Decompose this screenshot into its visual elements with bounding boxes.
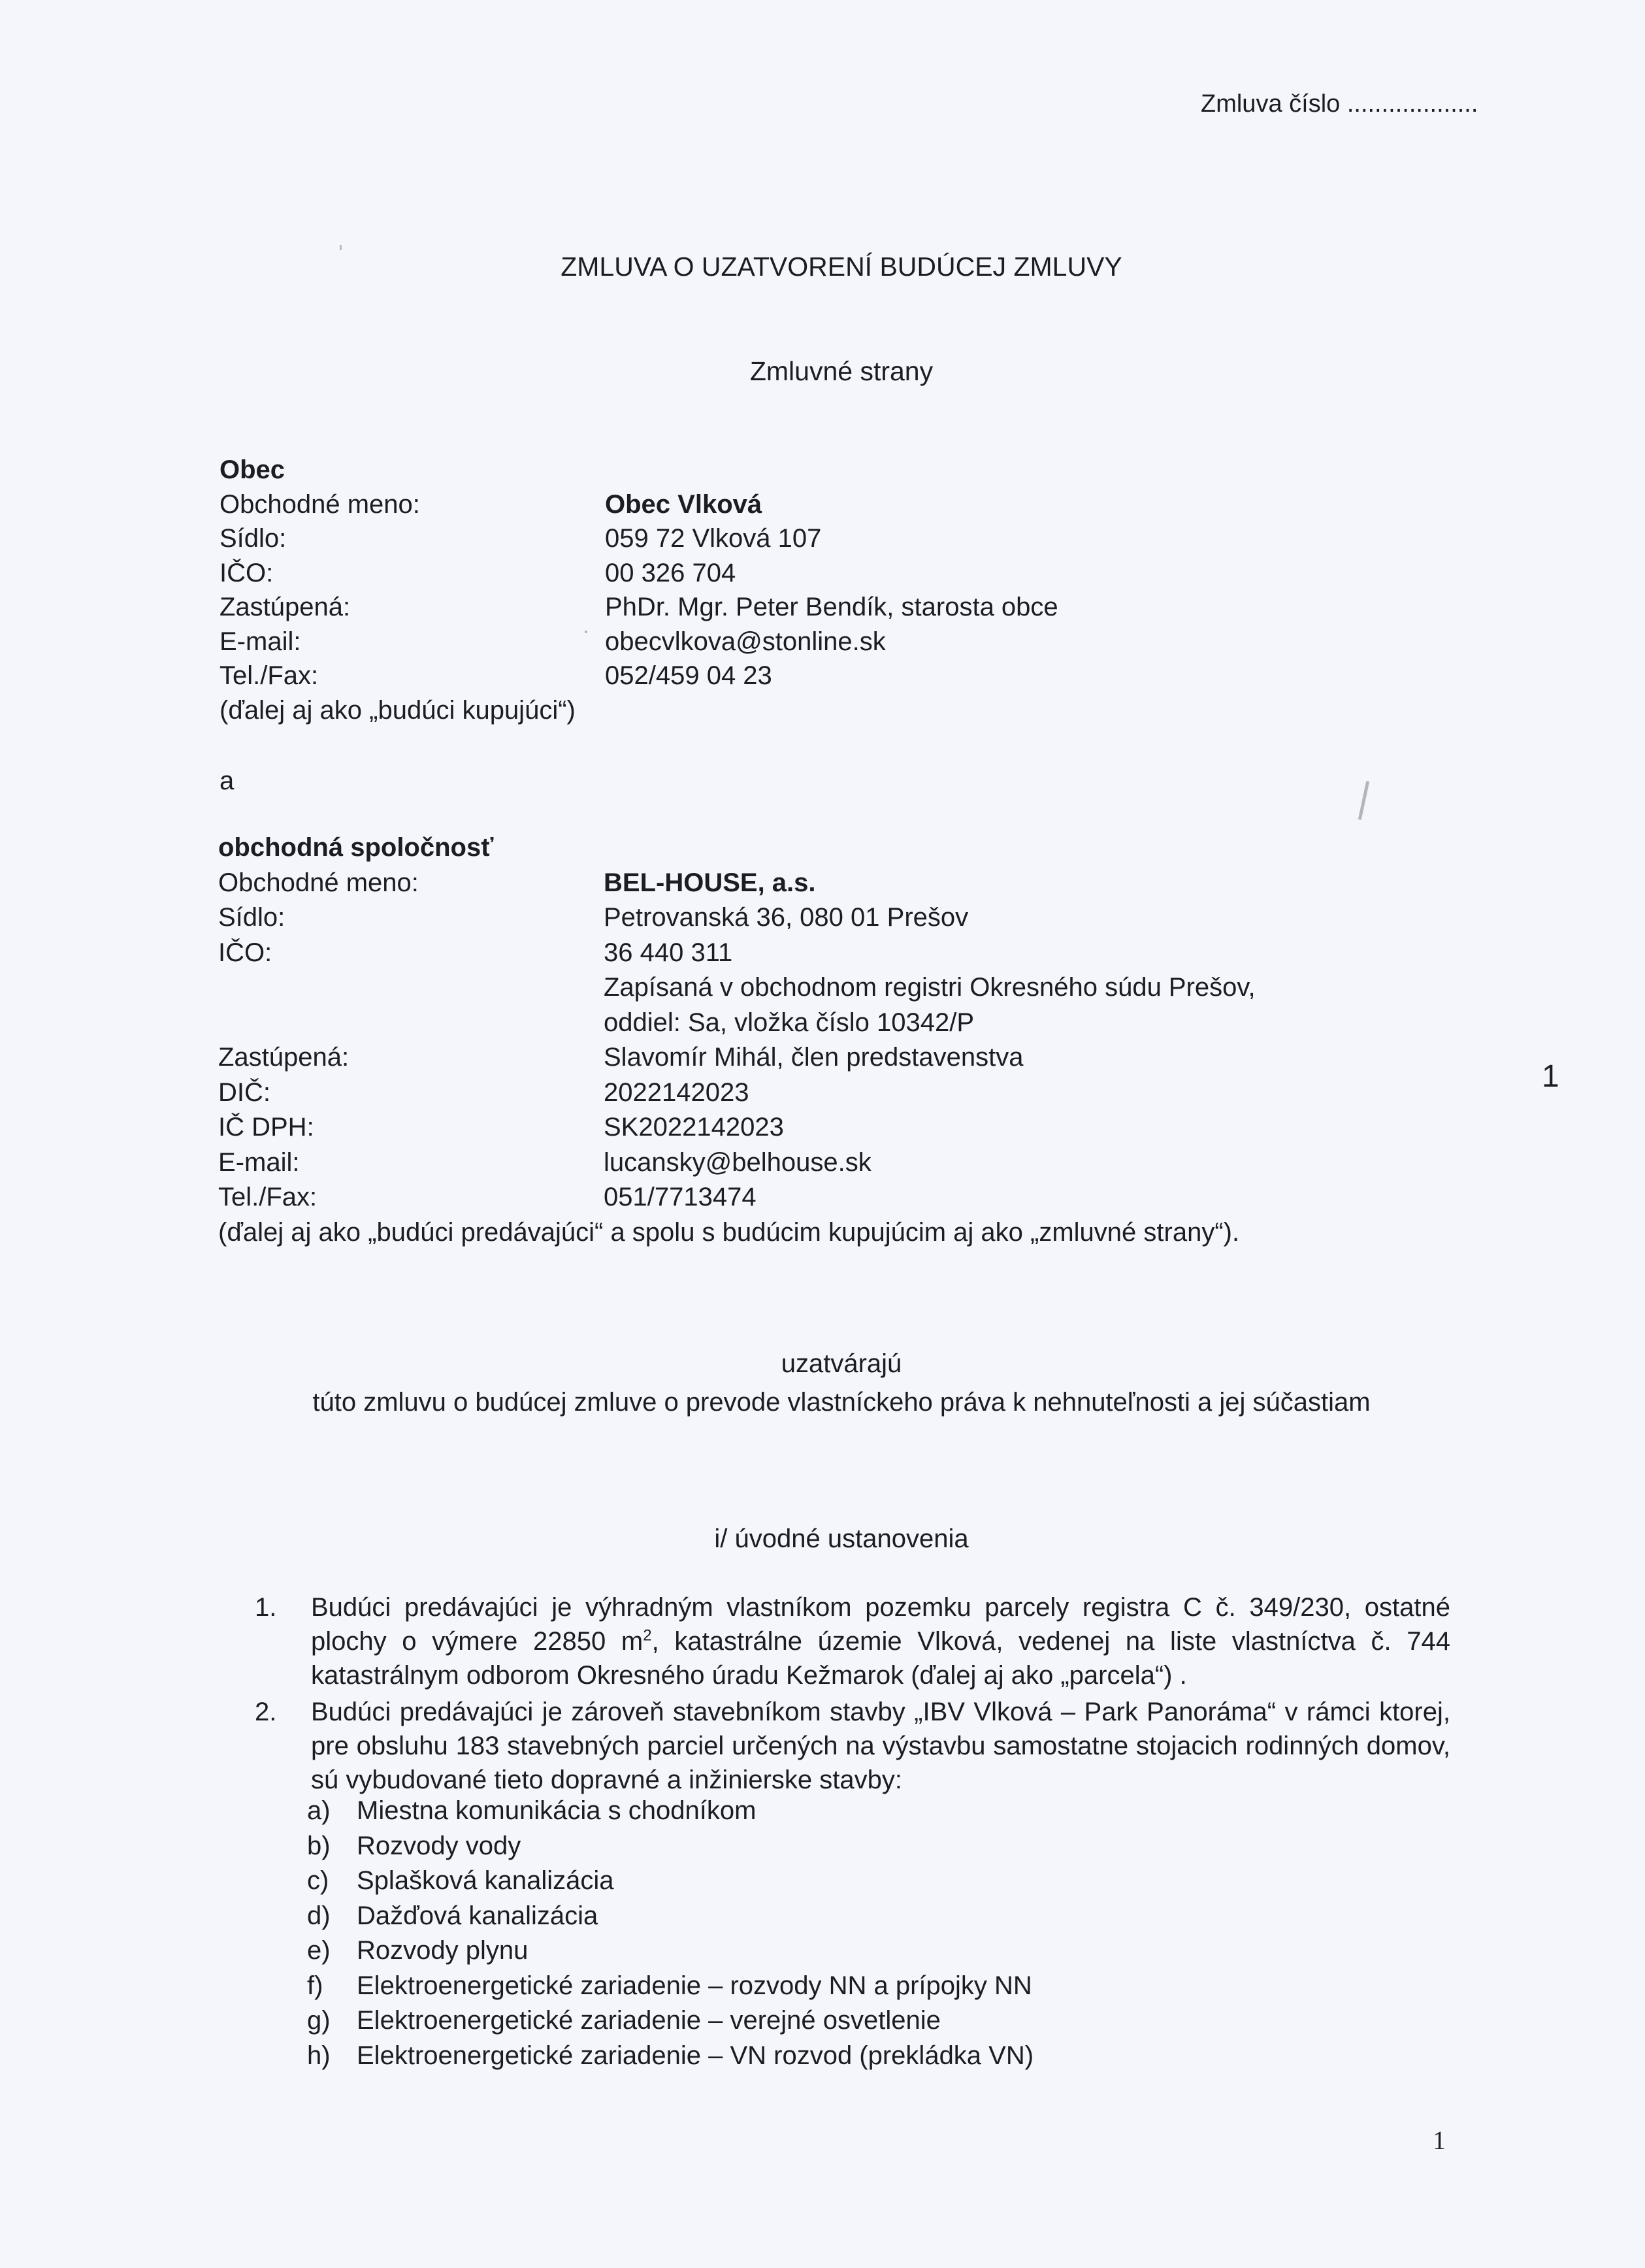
party2-label: Tel./Fax: [218, 1183, 318, 1211]
list-text: Splašková kanalizácia [357, 1866, 614, 1895]
clause-number: 2. [255, 1698, 277, 1726]
party1-label: E-mail: [220, 627, 301, 656]
clause-text-part: , katastrálne územie Vlková, vedenej na liste vlastníctva č. 744 katastrálnym odborom Okresného úradu Kežmarok (ďalej aj ako „parcela“) . [311, 1627, 1450, 1690]
party2-label: Zastúpená: [218, 1043, 350, 1072]
party1-block [220, 453, 1058, 727]
party2-heading: obchodná spoločnosť [218, 833, 494, 862]
list-text: Elektroenergetické zariadenie – rozvody NN a prípojky NN [357, 1971, 1032, 2000]
party2-note: (ďalej aj ako „budúci predávajúci“ a spolu s budúcim kupujúcim aj ako „zmluvné strany“). [218, 1217, 1240, 1247]
party2-label: IČ DPH: [218, 1113, 314, 1142]
party1-label: Zastúpená: [220, 593, 351, 621]
party1-note: (ďalej aj ako „budúci kupujúci“) [220, 695, 576, 725]
conjunction: a [220, 766, 235, 795]
party2-row [218, 1145, 1256, 1181]
party2-value: Petrovanská 36, 080 01 Prešov [604, 903, 969, 932]
party2-label: DIČ: [218, 1077, 270, 1107]
party2-row [218, 866, 1256, 901]
list-text: Rozvody plynu [357, 1936, 529, 1965]
list-item [307, 1794, 1034, 1829]
party2-label [218, 1006, 604, 1041]
concluding-subject: túto zmluvu o budúcej zmluve o prevode vlastníckeho práva k nehnuteľnosti a jej súčastiam [312, 1388, 1371, 1417]
party1-row [220, 590, 1058, 625]
party2-value: 2022142023 [604, 1077, 749, 1107]
list-letter: b) [307, 1831, 331, 1860]
party1-row [220, 659, 1058, 693]
party2-value: Zapísaná v obchodnom registri Okresného súdu Prešov, [604, 973, 1256, 1002]
party2-row [218, 1110, 1256, 1145]
party1-label: Sídlo: [220, 524, 287, 553]
party1-label: IČO: [220, 558, 274, 587]
list-item [307, 1933, 1034, 1969]
party1-value: Obec Vlková [605, 489, 762, 519]
scan-mark [1358, 781, 1369, 820]
party2-value: 051/7713474 [604, 1183, 757, 1211]
list-text: Elektroenergetické zariadenie – verejné osvetlenie [357, 2006, 941, 2035]
list-item [307, 2039, 1034, 2074]
party2-row [218, 1006, 1256, 1041]
party2-value: oddiel: Sa, vložka číslo 10342/P [604, 1008, 975, 1037]
list-item [307, 1899, 1034, 1934]
party1-label: Tel./Fax: [220, 661, 319, 690]
party1-value: 059 72 Vlková 107 [605, 524, 822, 553]
party1-value: 00 326 704 [605, 558, 736, 587]
parties-heading: Zmluvné strany [749, 356, 934, 386]
clause-1 [255, 1590, 1450, 1692]
list-letter: e) [307, 1936, 331, 1965]
party2-email: lucansky@belhouse.sk [604, 1147, 871, 1177]
superscript: 2 [643, 1626, 652, 1645]
clause-text-part: Budúci predávajúci je výhradným vlastníkom pozemku parcely registra C č. 349/230, ostatné plochy o výmere 22850 m [311, 1593, 1450, 1656]
clause-2 [255, 1695, 1450, 1797]
structures-list [307, 1794, 1034, 2073]
list-letter: f) [307, 1971, 323, 2000]
margin-number: 1 [1542, 1059, 1559, 1094]
contract-number: Zmluva číslo ................... [1201, 90, 1478, 118]
list-letter: g) [307, 2006, 331, 2035]
party2-label: Obchodné meno: [218, 868, 419, 897]
section-heading: i/ úvodné ustanovenia [714, 1524, 969, 1553]
list-item [307, 2003, 1034, 2039]
document-title: ZMLUVA O UZATVORENÍ BUDÚCEJ ZMLUVY [561, 252, 1122, 282]
party2-row [218, 900, 1256, 936]
clause-number: 1. [255, 1593, 277, 1622]
party2-label: E-mail: [218, 1147, 300, 1177]
scan-speck [340, 245, 342, 250]
list-item [307, 1829, 1034, 1864]
list-text: Miestna komunikácia s chodníkom [357, 1796, 757, 1825]
party1-row [220, 556, 1058, 591]
party2-row [218, 970, 1256, 1006]
list-text: Rozvody vody [357, 1831, 521, 1860]
list-letter: a) [307, 1796, 331, 1825]
party2-row [218, 936, 1256, 971]
page-number: 1 [1433, 2126, 1446, 2155]
list-text: Elektroenergetické zariadenie – VN rozvod (prekládka VN) [357, 2041, 1034, 2070]
clause-text: Budúci predávajúci je zároveň stavebníkom stavby „IBV Vlková – Park Panoráma“ v rámci ktorej, pre obsluhu 183 stavebných parciel určených na výstavbu samostatne stojacich rodinných domov, sú vybudované tieto dopravné a inžinierske stavby: [311, 1698, 1450, 1794]
list-letter: h) [307, 2041, 331, 2070]
scan-speck [585, 631, 587, 633]
party2-label: Sídlo: [218, 903, 285, 932]
party2-value: BEL-HOUSE, a.s. [604, 868, 816, 897]
party2-label: IČO: [218, 938, 272, 967]
clause-text [311, 1590, 1450, 1692]
party2-value: 36 440 311 [604, 938, 733, 967]
list-item [307, 1864, 1034, 1899]
list-item [307, 1969, 1034, 2004]
list-text: Dažďová kanalizácia [357, 1901, 598, 1930]
party2-row [218, 1040, 1256, 1076]
party2-row [218, 1180, 1256, 1215]
party1-row [220, 625, 1058, 659]
party2-value: SK2022142023 [604, 1113, 784, 1142]
list-letter: d) [307, 1901, 331, 1930]
concluding-verb: uzatvárajú [781, 1349, 902, 1378]
party2-row [218, 1076, 1256, 1111]
party1-row [220, 487, 1058, 522]
party1-heading: Obec [220, 455, 285, 484]
party1-row [220, 521, 1058, 556]
list-letter: c) [307, 1866, 329, 1895]
party1-value: PhDr. Mgr. Peter Bendík, starosta obce [605, 593, 1058, 621]
party2-value: Slavomír Mihál, člen predstavenstva [604, 1043, 1024, 1072]
party2-label [218, 970, 604, 1006]
party1-email: obecvlkova@stonline.sk [605, 627, 886, 656]
party2-block [218, 830, 1256, 1250]
party1-value: 052/459 04 23 [605, 661, 772, 690]
party1-label: Obchodné meno: [220, 489, 420, 519]
